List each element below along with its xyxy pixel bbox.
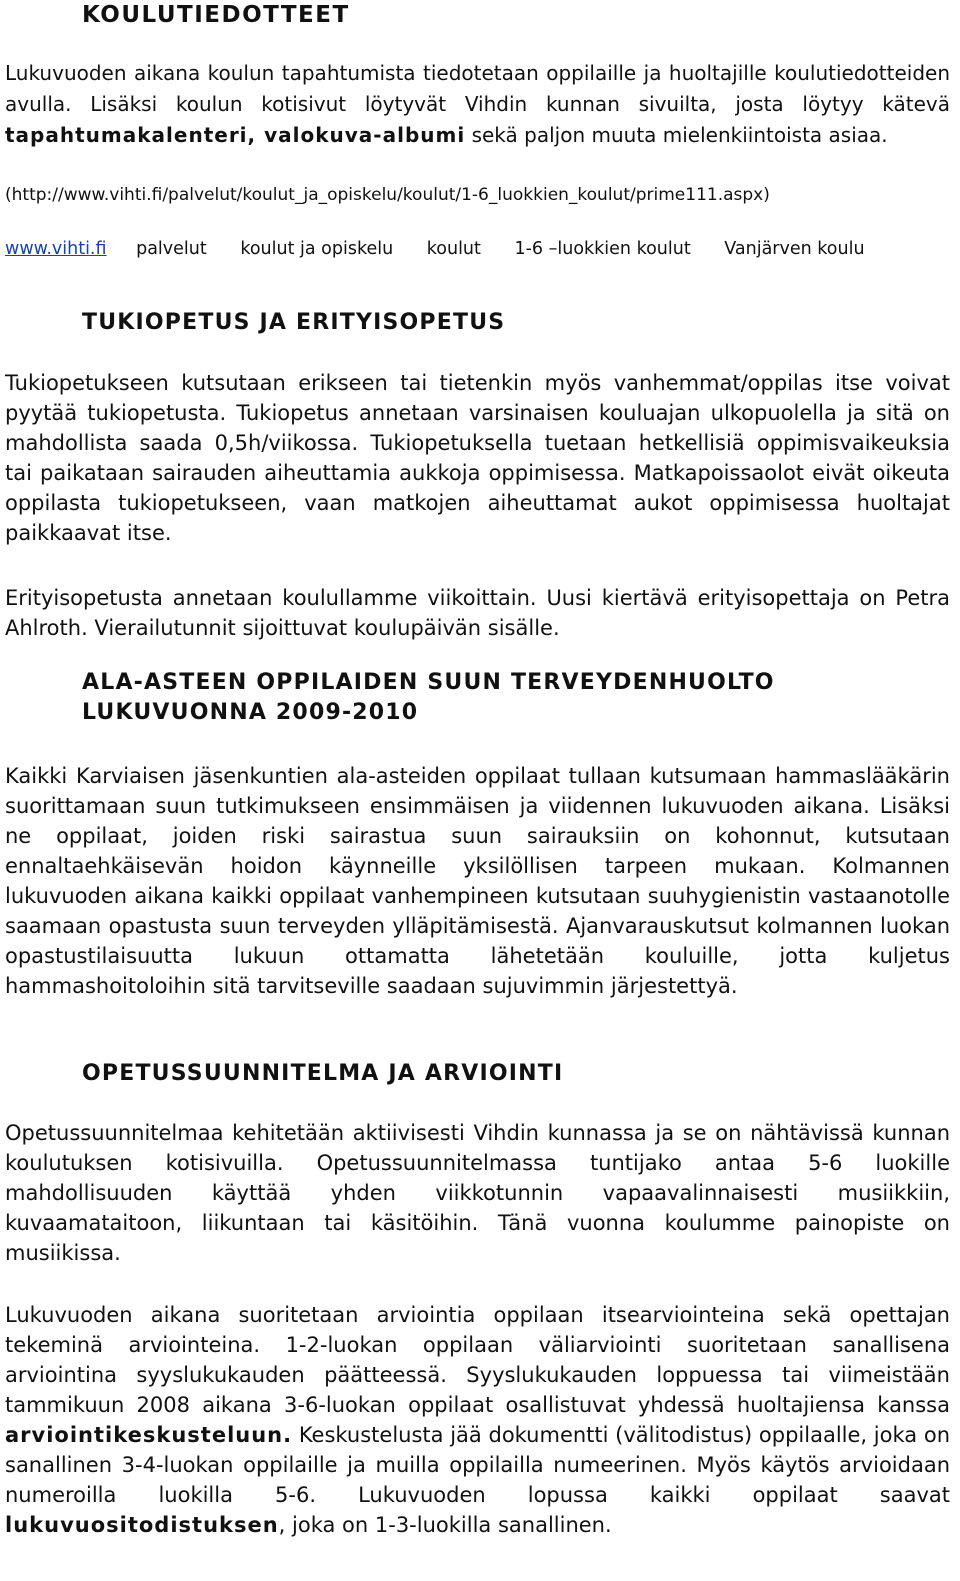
bold-text: tapahtumakalenteri, valokuva-albumi	[5, 123, 466, 147]
paragraph-koulutiedotteet	[5, 58, 950, 151]
breadcrumb	[5, 235, 950, 263]
url-text: (http://www.vihti.fi/palvelut/koulut_ja_opiskelu/koulut/1-6_luokkien_koulut/prime111.aspx)	[5, 185, 770, 205]
breadcrumb-item: Vanjärven koulu	[724, 239, 865, 259]
text-segment: Lukuvuoden aikana suoritetaan arviointia oppilaan itsearviointeina sekä opettajan tekeminä arviointeina. 1-2-luokan oppilaan väliarviointi suoritetaan sanallisena arviointina syyslukukauden päätteessä. Syyslukukauden loppuessa tai viimeistään tammikuun 2008 aikana 3-6-luokan oppilaat osallistuvat yhdessä huoltajiensa kanssa	[5, 1303, 950, 1417]
text-segment: , joka on 1-3-luokilla sanallinen.	[278, 1513, 612, 1537]
bold-text: arviointikeskusteluun.	[5, 1423, 293, 1447]
paragraph-hammashuolto: Kaikki Karviaisen jäsenkuntien ala-asteiden oppilaat tullaan kutsumaan hammaslääkärin suorittamaan suun tutkimukseen ensimmäisen ja viidennen lukuvuoden aikana. Lisäksi ne oppilaat, joiden riski sairastua suun sairauksiin on kohonnut, kutsutaan ennaltaehkäisevän hoidon käynneille yksilöllisen tarpeen mukaan. Kolmannen lukuvuoden aikana kaikki oppilaat vanhempineen kutsutaan suuhygienistin vastaanotolle saamaan opastusta suun terveyden ylläpitämisestä. Ajanvarauskutsut kolmannen luokan opastustilaisuutta lukuun ottamatta lähetetään kouluille, jotta kuljetus hammashoitoloihin sitä tarvitseville saadaan sujuvimmin järjestettyä.	[5, 764, 950, 998]
breadcrumb-item: koulut ja opiskelu	[240, 239, 394, 259]
paragraph-opetussuunnitelma-2	[5, 1300, 950, 1540]
bold-text: lukuvuositodistuksen	[5, 1513, 279, 1537]
text-segment: Keskustelusta jää dokumentti (välitodistus) oppilaalle, joka on sanallinen 3-4-luokan oppilaille ja muilla oppilailla numeerinen. Myös käytös arvioidaan numeroilla luokilla 5-6. Lukuvuoden lopussa kaikki oppilaat saavat	[5, 1423, 950, 1507]
text-segment: Lukuvuoden aikana koulun tapahtumista tiedotetaan oppilaille ja huoltajille koulutiedotteiden avulla. Lisäksi koulun kotisivut löytyvät Vihdin kunnan sivuilta, josta löytyy kätevä	[5, 61, 950, 116]
paragraph-opetussuunnitelma-1: Opetussuunnitelmaa kehitetään aktiivisesti Vihdin kunnassa ja se on nähtävissä kunnan koulutuksen kotisivuilla. Opetussuunnitelmassa tuntijako antaa 5-6 luokille mahdollisuuden käyttää yhden viikkotunnin vapaavalinnaisesti musiikkiin, kuvaamataitoon, liikuntaan tai käsitöihin. Tänä vuonna koulumme painopiste on musiikissa.	[5, 1121, 950, 1265]
text-segment: sekä paljon muuta mielenkiintoista asiaa.	[465, 123, 888, 147]
breadcrumb-item: palvelut	[136, 239, 207, 259]
paragraph-tukiopetus-2: Erityisopetusta annetaan koulullamme viikoittain. Uusi kiertävä erityisopettaja on Petra Ahlroth. Vierailutunnit sijoittuvat koulupäivän sisälle.	[5, 586, 950, 640]
heading-tukiopetus: TUKIOPETUS JA ERITYISOPETUS	[82, 310, 506, 335]
breadcrumb-item: 1-6 –luokkien koulut	[514, 239, 691, 259]
breadcrumb-link-vihti[interactable]: www.vihti.fi	[5, 239, 107, 259]
breadcrumb-item: koulut	[426, 239, 481, 259]
heading-koulutiedotteet: KOULUTIEDOTTEET	[82, 2, 350, 28]
heading-hammashuolto: ALA-ASTEEN OPPILAIDEN SUUN TERVEYDENHUOLTO LUKUVUONNA 2009-2010	[82, 670, 775, 725]
paragraph-tukiopetus-1: Tukiopetukseen kutsutaan erikseen tai tietenkin myös vanhemmat/oppilas itse voivat pyytää tukiopetusta. Tukiopetus annetaan varsinaisen kouluajan ulkopuolella ja sitä on mahdollista saada 0,5h/viikossa. Tukiopetuksella tuetaan hetkellisiä oppimisvaikeuksia tai paikataan sairauden aiheuttamia aukkoja oppimisessa. Matkapoissaolot eivät oikeuta oppilasta tukiopetukseen, vaan matkojen aiheuttamat aukot oppimisessa huoltajat paikkaavat itse.	[5, 371, 950, 545]
heading-opetussuunnitelma: OPETUSSUUNNITELMA JA ARVIOINTI	[82, 1061, 564, 1086]
